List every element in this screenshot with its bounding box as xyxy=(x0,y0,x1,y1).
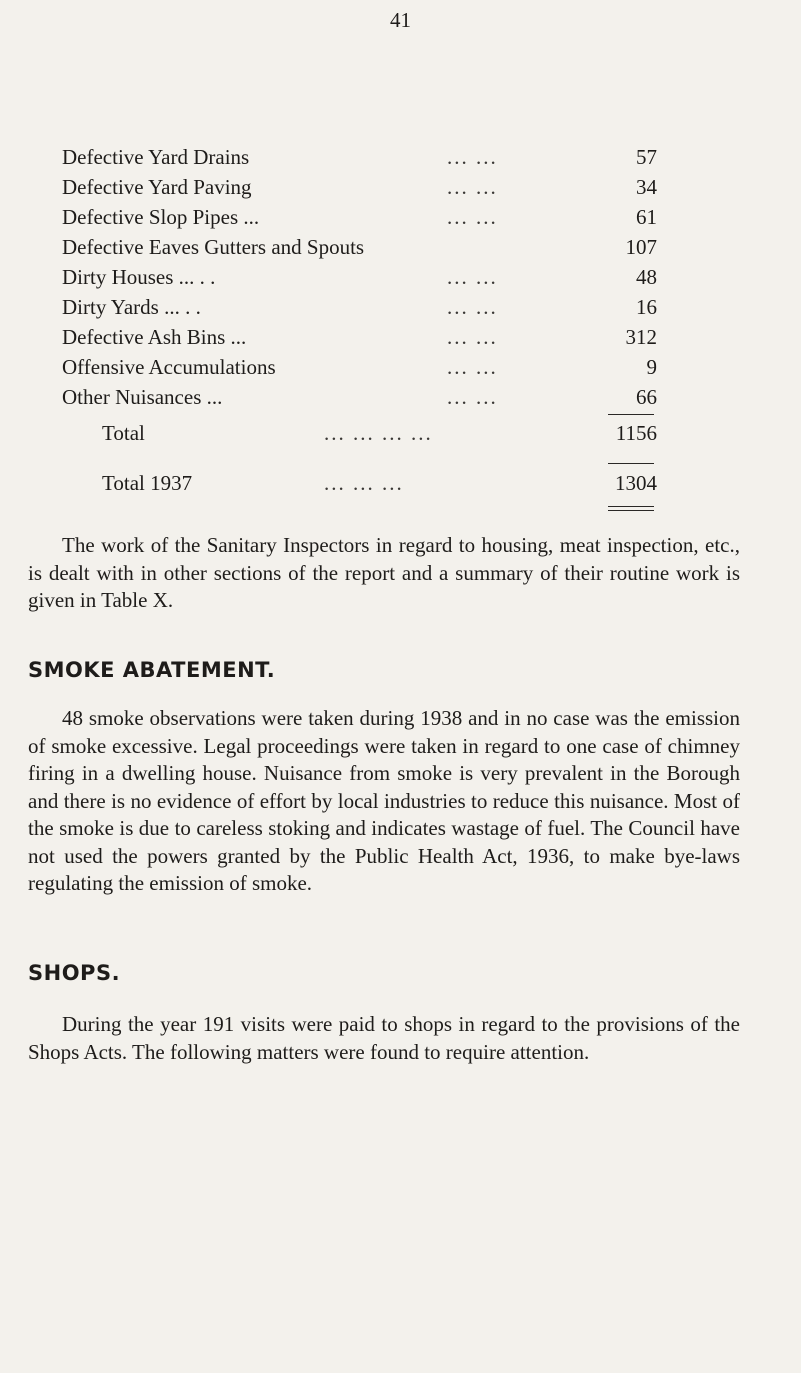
table-row xyxy=(62,382,657,412)
intro-paragraph: The work of the Sanitary Inspectors in regard to housing, meat inspection, etc., is dealt with in other sections of the report and a summary of their routine work is given in Table X. xyxy=(28,533,740,612)
leader-dots: ... ... xyxy=(447,385,498,409)
row-value: 61 xyxy=(636,205,657,229)
table-row xyxy=(62,142,657,172)
row-label: Dirty Houses ... . . xyxy=(62,265,216,289)
total-label: Total xyxy=(102,421,145,445)
row-label: Defective Yard Paving xyxy=(62,175,252,199)
row-label: Defective Ash Bins ... xyxy=(62,325,247,349)
total-row xyxy=(62,418,657,448)
leader-dots: ... ... ... ... xyxy=(324,421,433,445)
leader-dots: ... ... xyxy=(447,205,498,229)
total-rule xyxy=(608,414,654,415)
row-label: Defective Slop Pipes ... xyxy=(62,205,260,229)
row-label: Offensive Accumulations xyxy=(62,355,276,379)
leader-dots: ... ... xyxy=(447,325,498,349)
row-label: Defective Yard Drains xyxy=(62,145,250,169)
leader-dots: ... ... xyxy=(447,355,498,379)
leader-dots: ... ... xyxy=(447,145,498,169)
double-rule xyxy=(608,506,654,511)
shops-paragraph: During the year 191 visits were paid to shops in regard to the provisions of the Shops Acts. The following matters were found to require attention. xyxy=(28,1012,740,1064)
smoke-abatement-heading: SMOKE ABATEMENT. xyxy=(28,658,276,682)
row-value: 57 xyxy=(636,145,657,169)
total-1937-row xyxy=(62,468,657,498)
table-row xyxy=(62,322,657,352)
row-label: Other Nuisances ... xyxy=(62,385,223,409)
shops-heading: SHOPS. xyxy=(28,961,121,985)
row-value: 312 xyxy=(625,325,657,349)
row-value: 16 xyxy=(636,295,657,319)
table-row xyxy=(62,202,657,232)
leader-dots: ... ... xyxy=(447,295,498,319)
leader-dots: ... ... xyxy=(447,265,498,289)
total-value: 1156 xyxy=(615,421,657,445)
row-label: Dirty Yards ... . . xyxy=(62,295,201,319)
row-value: 48 xyxy=(636,265,657,289)
total-1937-value: 1304 xyxy=(615,471,657,495)
total-1937-label: Total 1937 xyxy=(102,471,193,495)
table-row xyxy=(62,262,657,292)
row-label: Defective Eaves Gutters and Spouts xyxy=(62,235,365,259)
leader-dots: ... ... ... xyxy=(324,471,404,495)
table-row xyxy=(62,352,657,382)
row-value: 34 xyxy=(636,175,657,199)
row-value: 9 xyxy=(646,355,657,379)
table-row xyxy=(62,292,657,322)
page-number: 41 xyxy=(390,8,411,32)
leader-dots: ... ... xyxy=(447,175,498,199)
smoke-abatement-paragraph: 48 smoke observations were taken during 1938 and in no case was the emission of smoke excessive. Legal proceedings were taken in regard to one case of chimney firing in a dwelling house. Nuisance from smoke is very prevalent in the Borough and there is no evidence of effort by local industries to reduce this nuisance. Most of the smoke is due to careless stoking and indicates wastage of fuel. The Council have not used the powers granted by the Public Health Act, 1936, to make bye-laws regulating the emission of smoke. xyxy=(28,706,740,895)
table-row xyxy=(62,232,657,262)
row-value: 66 xyxy=(636,385,657,409)
row-value: 107 xyxy=(625,235,657,259)
table-row xyxy=(62,172,657,202)
total-rule xyxy=(608,463,654,464)
